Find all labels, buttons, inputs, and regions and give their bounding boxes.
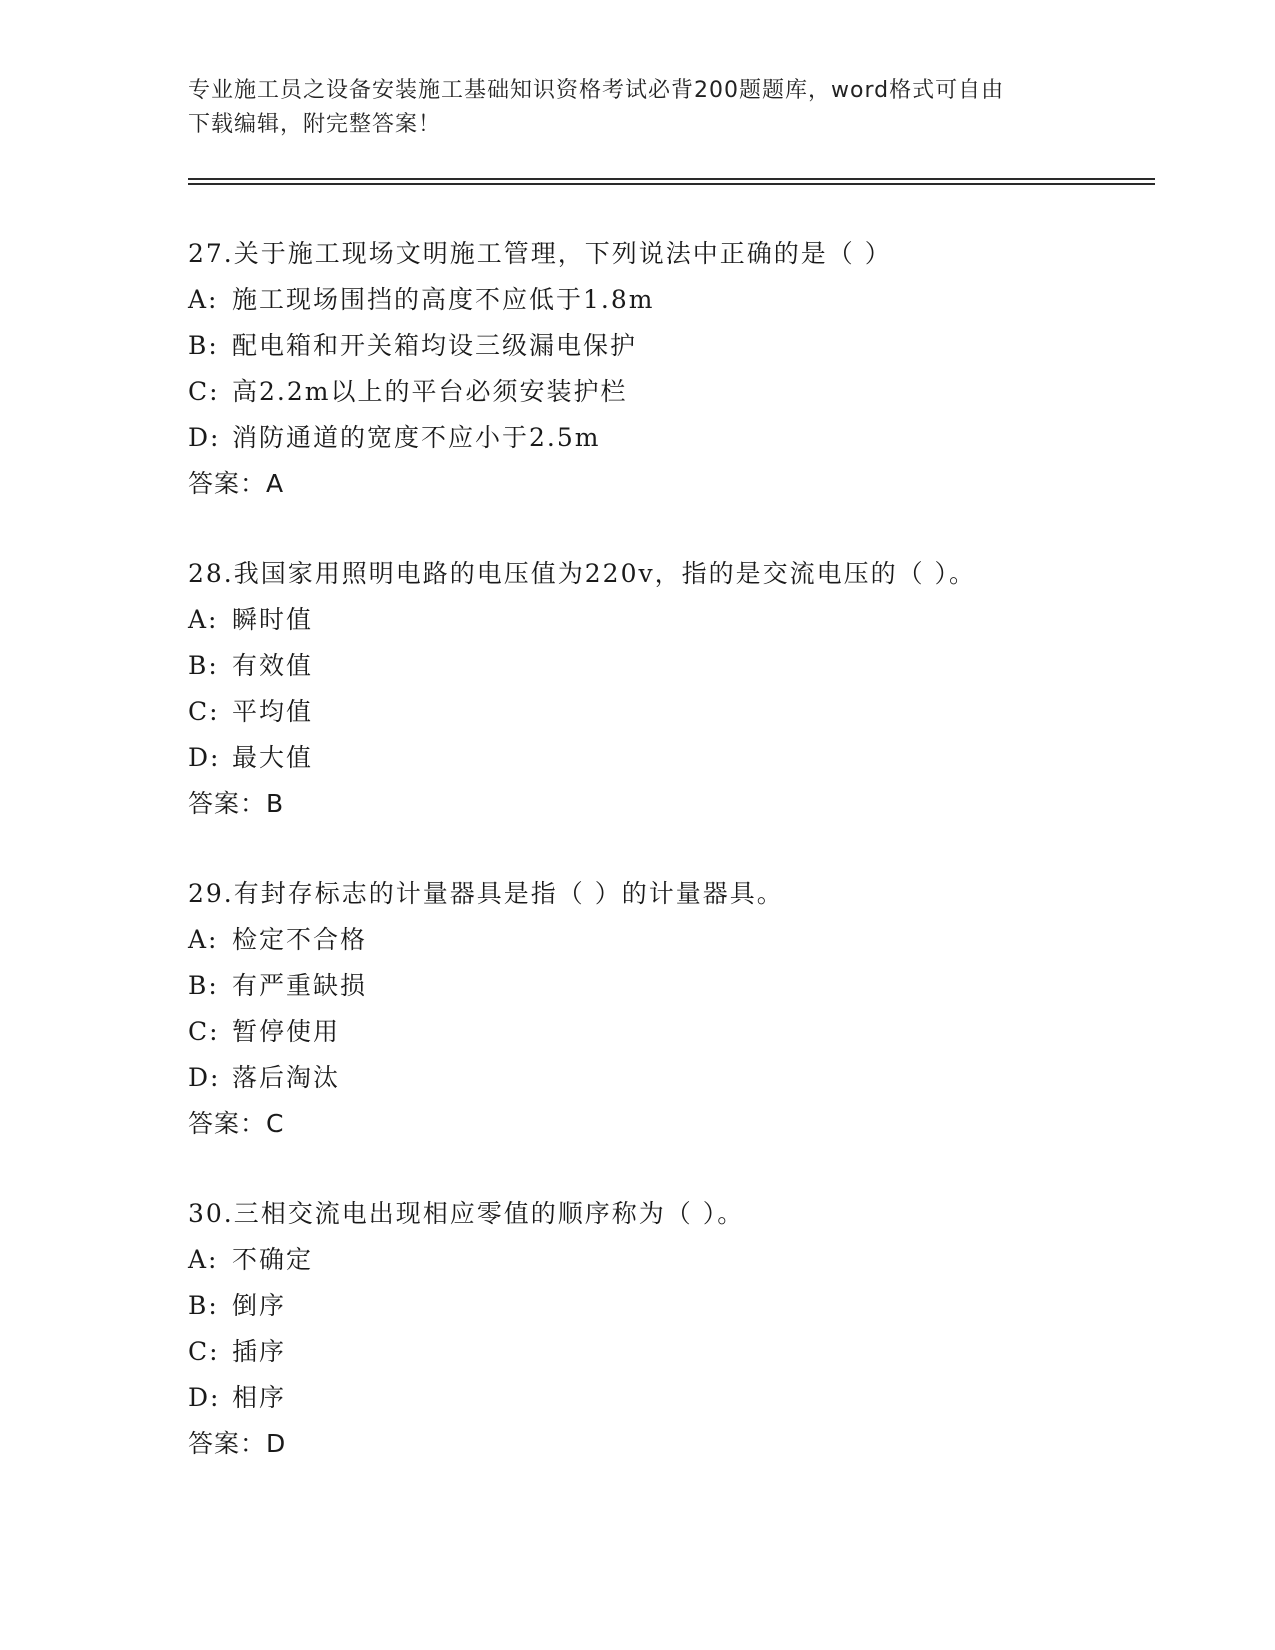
question-30 <box>188 1191 1148 1467</box>
option-key: A: <box>188 1245 219 1274</box>
option-key: A: <box>188 925 219 954</box>
option-text: 施工现场围挡的高度不应低于1.8m <box>232 285 655 314</box>
option-c <box>188 689 1148 735</box>
question-29 <box>188 871 1148 1147</box>
question-stem: 30.三相交流电出现相应零值的顺序称为（ ）。 <box>188 1199 745 1228</box>
option-key: A: <box>188 285 219 314</box>
option-c <box>188 1009 1148 1055</box>
option-text: 高2.2m以上的平台必须安装护栏 <box>232 377 628 406</box>
option-key: C: <box>188 697 220 726</box>
option-text: 最大值 <box>232 743 314 772</box>
header-line-1: 专业施工员之设备安装施工基础知识资格考试必背200题题库，word格式可自由 <box>188 78 1005 103</box>
option-a <box>188 917 1148 963</box>
answer: 答案：B <box>188 789 285 818</box>
option-key: B: <box>188 651 219 680</box>
option-text: 配电箱和开关箱均设三级漏电保护 <box>232 331 638 360</box>
document-header <box>188 74 1088 142</box>
option-b <box>188 643 1148 689</box>
header-divider-bottom <box>188 183 1155 185</box>
answer: 答案：A <box>188 469 285 498</box>
option-text: 插序 <box>232 1337 287 1366</box>
option-c <box>188 369 1148 415</box>
option-d <box>188 1055 1148 1101</box>
answer: 答案：D <box>188 1429 287 1458</box>
option-text: 倒序 <box>232 1291 287 1320</box>
question-27 <box>188 231 1148 507</box>
option-key: D: <box>188 1063 221 1092</box>
option-key: C: <box>188 377 220 406</box>
option-b <box>188 963 1148 1009</box>
question-stem: 28.我国家用照明电路的电压值为220v，指的是交流电压的（ ）。 <box>188 559 977 588</box>
option-key: B: <box>188 971 219 1000</box>
option-text: 相序 <box>232 1383 287 1412</box>
option-key: D: <box>188 743 221 772</box>
option-text: 暂停使用 <box>232 1017 341 1046</box>
option-a <box>188 1237 1148 1283</box>
option-key: D: <box>188 1383 221 1412</box>
option-key: B: <box>188 331 219 360</box>
option-c <box>188 1329 1148 1375</box>
option-key: A: <box>188 605 219 634</box>
question-28 <box>188 551 1148 827</box>
option-b <box>188 1283 1148 1329</box>
option-key: C: <box>188 1337 220 1366</box>
option-key: D: <box>188 423 221 452</box>
option-key: C: <box>188 1017 220 1046</box>
option-a <box>188 277 1148 323</box>
option-text: 不确定 <box>232 1245 314 1274</box>
option-d <box>188 735 1148 781</box>
option-text: 有效值 <box>232 651 314 680</box>
question-stem: 27.关于施工现场文明施工管理，下列说法中正确的是（ ） <box>188 239 892 268</box>
option-text: 检定不合格 <box>232 925 368 954</box>
option-text: 消防通道的宽度不应小于2.5m <box>232 423 601 452</box>
option-d <box>188 415 1148 461</box>
option-key: B: <box>188 1291 219 1320</box>
question-stem: 29.有封存标志的计量器具是指（ ）的计量器具。 <box>188 879 784 908</box>
option-text: 平均值 <box>232 697 314 726</box>
header-divider-top <box>188 178 1155 180</box>
option-a <box>188 597 1148 643</box>
option-text: 落后淘汰 <box>232 1063 341 1092</box>
option-text: 瞬时值 <box>232 605 314 634</box>
option-text: 有严重缺损 <box>232 971 368 1000</box>
option-d <box>188 1375 1148 1421</box>
header-line-2: 下载编辑，附完整答案！ <box>188 112 442 137</box>
option-b <box>188 323 1148 369</box>
answer: 答案：C <box>188 1109 285 1138</box>
